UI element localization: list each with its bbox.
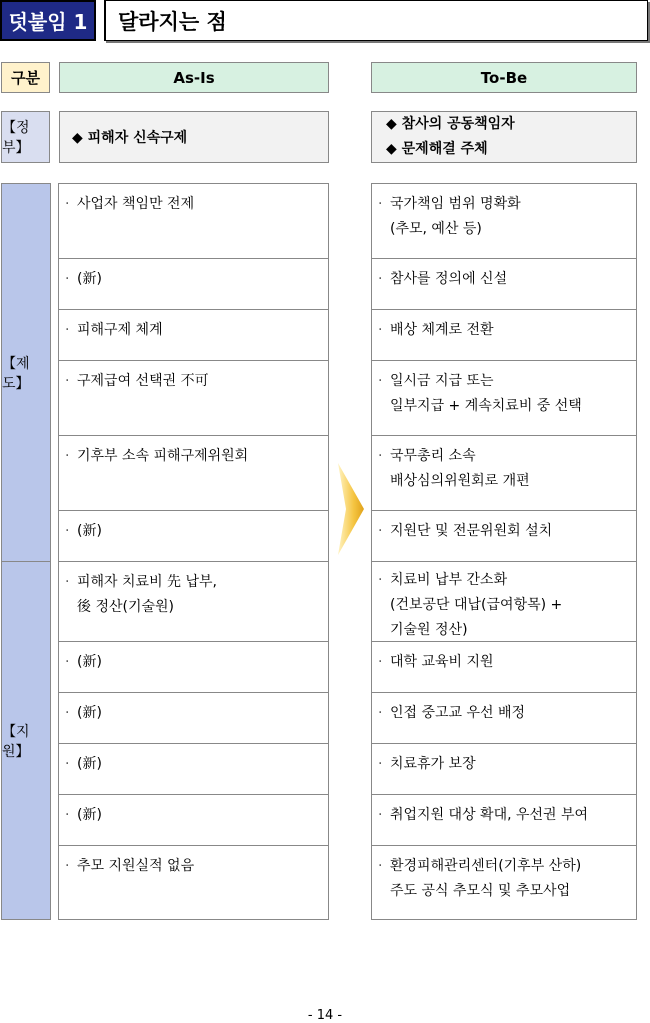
as-is-cell	[58, 641, 329, 693]
cell-text: (新)	[77, 523, 102, 539]
bullet: ·	[65, 322, 70, 338]
cell-text: 사업자 책임만 전제	[77, 196, 195, 212]
as-is-cell	[58, 845, 329, 920]
bullet: ·	[378, 572, 383, 588]
government-to-be-line: ◆ 참사의 공동책임자	[386, 116, 515, 132]
government-to-be	[371, 111, 637, 163]
to-be-cell	[371, 692, 637, 744]
cell-text: 국무총리 소속	[390, 448, 476, 464]
as-is-cell	[58, 309, 329, 361]
bullet: ·	[378, 756, 383, 772]
bullet: ·	[65, 654, 70, 670]
as-is-cell	[58, 183, 329, 259]
cell-text: (추모, 예산 등)	[390, 221, 482, 237]
cell-text: 치료휴가 보장	[390, 756, 476, 772]
to-be-cell	[371, 510, 637, 562]
as-is-cell	[58, 692, 329, 744]
to-be-cell	[371, 183, 637, 259]
appendix-badge: 덧붙임 1	[0, 0, 96, 41]
cell-text: 後 정산(기술원)	[77, 599, 174, 615]
to-be-cell	[371, 794, 637, 846]
cell-text: 기술원 정산)	[390, 622, 468, 638]
bullet: ·	[378, 807, 383, 823]
bullet: ·	[378, 373, 383, 389]
cell-text: (新)	[77, 807, 102, 823]
cell-text: 기후부 소속 피해구제위원회	[77, 448, 249, 464]
cell-text: 참사를 정의에 신설	[390, 271, 508, 287]
bullet: ·	[65, 373, 70, 389]
cell-text: 지원단 및 전문위원회 설치	[390, 523, 553, 539]
cell-text: 인접 중고교 우선 배정	[390, 705, 526, 721]
cell-text: 국가책임 범위 명확화	[390, 196, 521, 212]
bullet: ·	[65, 196, 70, 212]
bullet: ·	[65, 705, 70, 721]
cell-text: 취업지원 대상 확대, 우선권 부여	[390, 807, 589, 823]
bullet: ·	[65, 756, 70, 772]
to-be-cell	[371, 845, 637, 920]
bullet: ·	[378, 858, 383, 874]
bullet: ·	[65, 574, 70, 590]
column-header-category: 구분	[1, 62, 50, 93]
cell-text: 일시금 지급 또는	[390, 373, 494, 389]
as-is-cell	[58, 435, 329, 511]
cell-text: (新)	[77, 756, 102, 772]
column-header-as-is: As-Is	[59, 62, 329, 93]
as-is-cell	[58, 561, 329, 642]
to-be-cell	[371, 309, 637, 361]
as-is-cell	[58, 360, 329, 436]
column-header-to-be: To-Be	[371, 62, 637, 93]
government-to-be-line: ◆ 문제해결 주체	[386, 141, 488, 157]
government-as-is	[59, 111, 329, 163]
bullet: ·	[378, 523, 383, 539]
to-be-cell	[371, 641, 637, 693]
government-as-is-line: ◆ 피해자 신속구제	[72, 130, 188, 146]
cell-text: (新)	[77, 271, 102, 287]
cell-text: 대학 교육비 지원	[390, 654, 494, 670]
page-title: 달라지는 점	[104, 0, 648, 41]
as-is-cell	[58, 258, 329, 310]
bullet: ·	[65, 523, 70, 539]
bullet: ·	[378, 271, 383, 287]
bullet: ·	[65, 448, 70, 464]
bullet: ·	[378, 654, 383, 670]
government-label: 【정부】	[1, 111, 50, 163]
cell-text: 일부지급 + 계속치료비 중 선택	[390, 398, 582, 414]
to-be-cell	[371, 743, 637, 795]
right-arrow-icon	[336, 463, 366, 555]
bullet: ·	[65, 271, 70, 287]
cell-text: 배상 체계로 전환	[390, 322, 494, 338]
cell-text: 추모 지원실적 없음	[77, 858, 195, 874]
bullet: ·	[65, 858, 70, 874]
page-number: - 14 -	[307, 1008, 343, 1023]
bullet: ·	[378, 196, 383, 212]
to-be-cell	[371, 360, 637, 436]
cell-text: 배상심의위원회로 개편	[390, 473, 530, 489]
as-is-cell	[58, 510, 329, 562]
cell-text: 피해구제 체계	[77, 322, 163, 338]
section-label-system: 【제도】	[1, 183, 51, 562]
bullet: ·	[378, 322, 383, 338]
cell-text: 치료비 납부 간소화	[390, 572, 508, 588]
cell-text: (건보공단 대납(급여항목) +	[390, 597, 563, 613]
bullet: ·	[378, 705, 383, 721]
bullet: ·	[378, 448, 383, 464]
cell-text: 주도 공식 추모식 및 추모사업	[390, 883, 571, 899]
to-be-cell	[371, 258, 637, 310]
to-be-cell	[371, 435, 637, 511]
as-is-cell	[58, 794, 329, 846]
section-label-support: 【지원】	[1, 561, 51, 920]
cell-text: 구제급여 선택권 不可	[77, 373, 209, 389]
cell-text: 환경피해관리센터(기후부 산하)	[390, 858, 582, 874]
to-be-cell	[371, 561, 637, 642]
bullet: ·	[65, 807, 70, 823]
as-is-cell	[58, 743, 329, 795]
cell-text: 피해자 치료비 先 납부,	[77, 574, 217, 590]
cell-text: (新)	[77, 654, 102, 670]
cell-text: (新)	[77, 705, 102, 721]
